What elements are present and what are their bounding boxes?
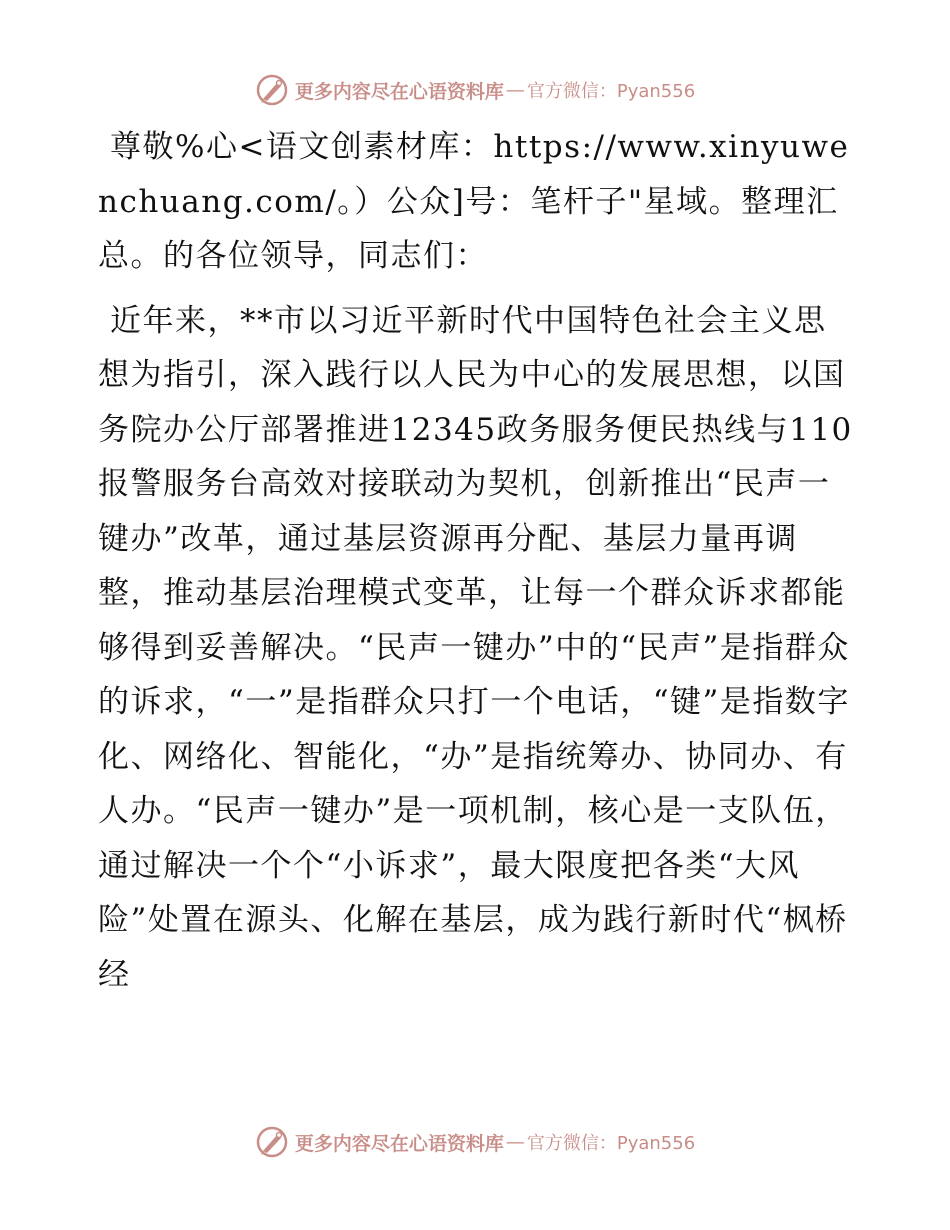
watermark-separator: — (505, 1131, 525, 1153)
body-text: 近年来，**市以习近平新时代中国特色社会主义思想为指引，深入践行以人民为中心的发展思想，以国务院办公厅部署推进12345政务服务便民热线与110报警服务台高效对接联动为契机，创新推出“民声一键办”改革，通过基层资源再分配、基层力量再调整，推动基层治理模式变革，让每一个群众诉求都能够得到妥善解决。“民声一键办”中的“民声”是指群众的诉求，“一”是指群众只打一个电话，“键”是指数字化、网络化、智能化，“办”是指统筹办、协同办、有人办。“民声一键办”是一项机制，核心是一支队伍，通过解决一个个“小诉求”，最大限度把各类“大风险”处置在源头、化解在基层，成为践行新时代“枫桥经 (98, 302, 853, 993)
watermark-title: 更多内容尽在心语资料库 (294, 1132, 504, 1155)
footer-watermark (0, 1122, 950, 1162)
salutation-text: 尊敬%心<语文创素材库：https://www.xinyuwenchuang.com/。）公众]号：笔杆子"星域。整理汇总。的各位领导，同志们： (98, 129, 850, 274)
pen-logo-icon (255, 73, 289, 107)
pen-logo-icon (255, 1125, 289, 1159)
watermark-separator: — (505, 79, 525, 101)
body-paragraph (98, 294, 858, 1003)
watermark-contact: 官方微信：Pyan556 (526, 1133, 696, 1154)
document-body (98, 120, 858, 1002)
watermark-title: 更多内容尽在心语资料库 (294, 80, 504, 103)
watermark-contact: 官方微信：Pyan556 (526, 81, 696, 102)
salutation-paragraph (98, 120, 858, 284)
header-watermark (0, 70, 950, 110)
